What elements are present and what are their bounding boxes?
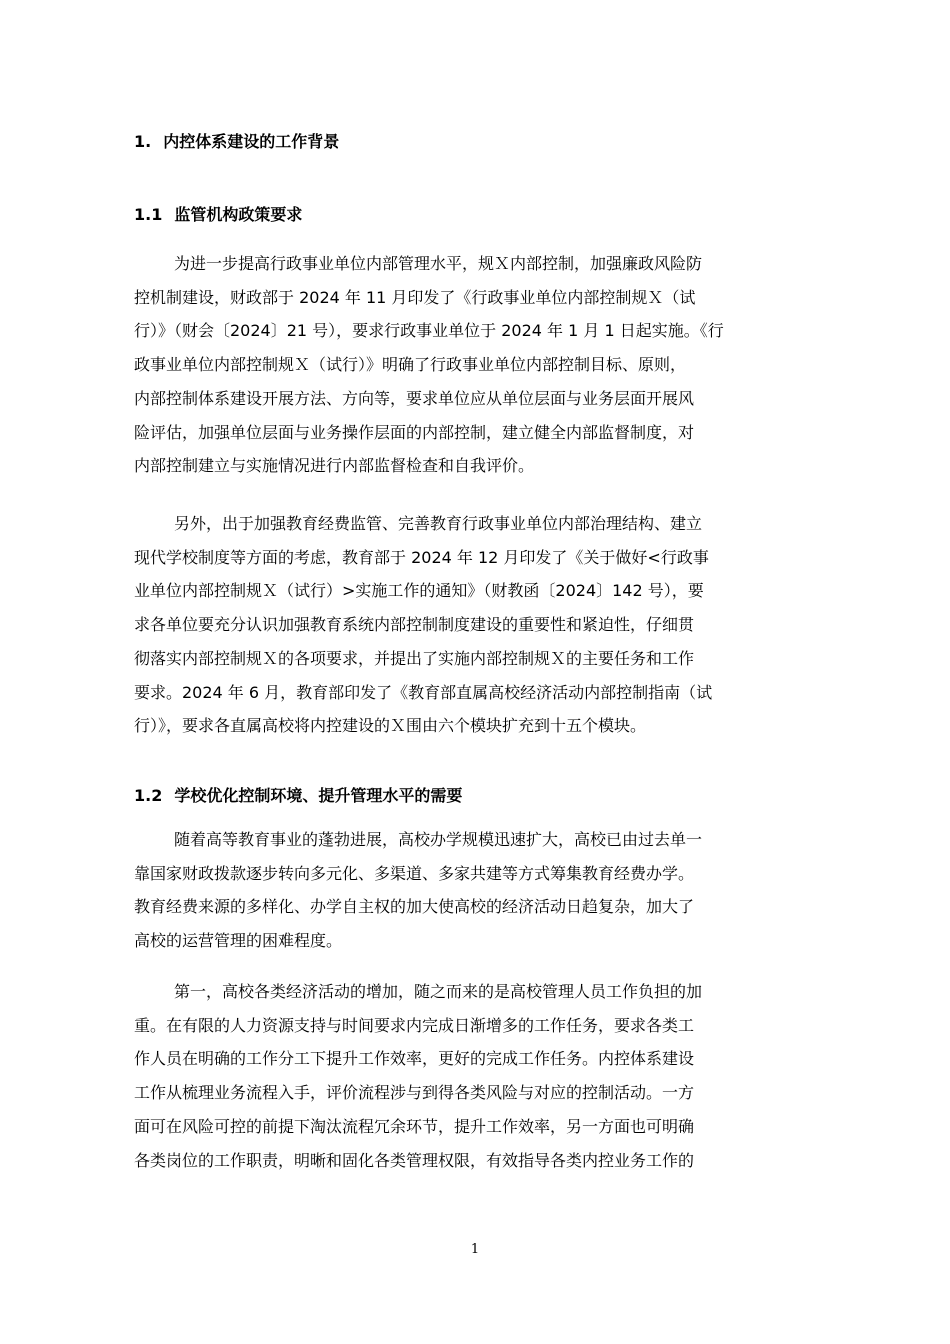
text-line: 作人员在明确的工作分工下提升工作效率，更好的完成工作任务。内控体系建设 <box>134 1049 695 1069</box>
section-heading-1-1 <box>134 205 302 225</box>
section-number: 1. <box>134 132 152 151</box>
text-line: 第一，高校各类经济活动的增加，随之而来的是高校管理人员工作负担的加 <box>174 982 703 1001</box>
text-line: 要求。2024 年 6 月，教育部印发了《教育部直属高校经济活动内部控制指南（试 <box>134 682 713 702</box>
text-line: 靠国家财政拨款逐步转向多元化、多渠道、多家共建等方式筹集教育经费办学。 <box>134 863 695 883</box>
section-number: 1.1 <box>134 205 163 224</box>
text-line: 行）》（财会〔2024〕21 号），要求行政事业单位于 2024 年 1 月 1 日起实施。《行 <box>134 321 724 341</box>
text-line: 随着高等教育事业的蓬勃进展，高校办学规模迅速扩大，高校已由过去单一 <box>174 830 703 849</box>
text-line: 控机制建设，财政部于 2024 年 11 月印发了《行政事业单位内部控制规Ｘ（试 <box>134 287 696 307</box>
text-line: 高校的运营管理的困难程度。 <box>134 931 343 951</box>
paragraph-1-1-a <box>134 247 844 483</box>
text-line: 内部控制建立与实施情况进行内部监督检查和自我评价。 <box>134 456 535 476</box>
text-line: 政事业单位内部控制规Ｘ（试行）》明确了行政事业单位内部控制目标、原则， <box>134 355 687 375</box>
text-line: 内部控制体系建设开展方法、方向等，要求单位应从单位层面与业务层面开展风 <box>134 388 695 408</box>
text-line: 现代学校制度等方面的考虑，教育部于 2024 年 12 月印发了《关于做好<行政事 <box>134 547 709 567</box>
text-line: 为进一步提高行政事业单位内部管理水平，规Ｘ内部控制，加强廉政风险防 <box>174 254 703 273</box>
text-line: 业单位内部控制规Ｘ（试行）>实施工作的通知》（财教函〔2024〕142 号），要 <box>134 581 704 601</box>
section-number: 1.2 <box>134 786 163 805</box>
text-line: 求各单位要充分认识加强教育系统内部控制制度建设的重要性和紧迫性，仔细贯 <box>134 615 695 635</box>
text-line: 险评估，加强单位层面与业务操作层面的内部控制，建立健全内部监督制度，对 <box>134 422 695 442</box>
text-line: 面可在风险可控的前提下淘汰流程冗余环节，提升工作效率，另一方面也可明确 <box>134 1116 695 1136</box>
section-title: 学校优化控制环境、提升管理水平的需要 <box>174 786 463 805</box>
text-line: 彻落实内部控制规Ｘ的各项要求，并提出了实施内部控制规Ｘ的主要任务和工作 <box>134 648 695 668</box>
text-line: 另外，出于加强教育经费监管、完善教育行政事业单位内部治理结构、建立 <box>174 514 703 533</box>
text-line: 工作从梳理业务流程入手，评价流程涉与到得各类风险与对应的控制活动。一方 <box>134 1083 695 1103</box>
section-heading-1-2 <box>134 786 462 806</box>
text-line: 行）》，要求各直属高校将内控建设的Ｘ围由六个模块扩充到十五个模块。 <box>134 716 647 736</box>
paragraph-1-1-b <box>134 507 844 743</box>
paragraph-1-2-a <box>134 823 844 958</box>
text-line: 重。在有限的人力资源支持与时间要求内完成日渐增多的工作任务，要求各类工 <box>134 1015 695 1035</box>
text-line: 各类岗位的工作职责，明晰和固化各类管理权限，有效指导各类内控业务工作的 <box>134 1150 695 1170</box>
section-title: 内控体系建设的工作背景 <box>163 132 340 151</box>
page-number: 1 <box>470 1242 480 1257</box>
paragraph-1-2-b <box>134 975 844 1177</box>
section-heading-1 <box>134 132 339 152</box>
section-title: 监管机构政策要求 <box>174 205 303 224</box>
text-line: 教育经费来源的多样化、办学自主权的加大使高校的经济活动日趋复杂，加大了 <box>134 897 695 917</box>
